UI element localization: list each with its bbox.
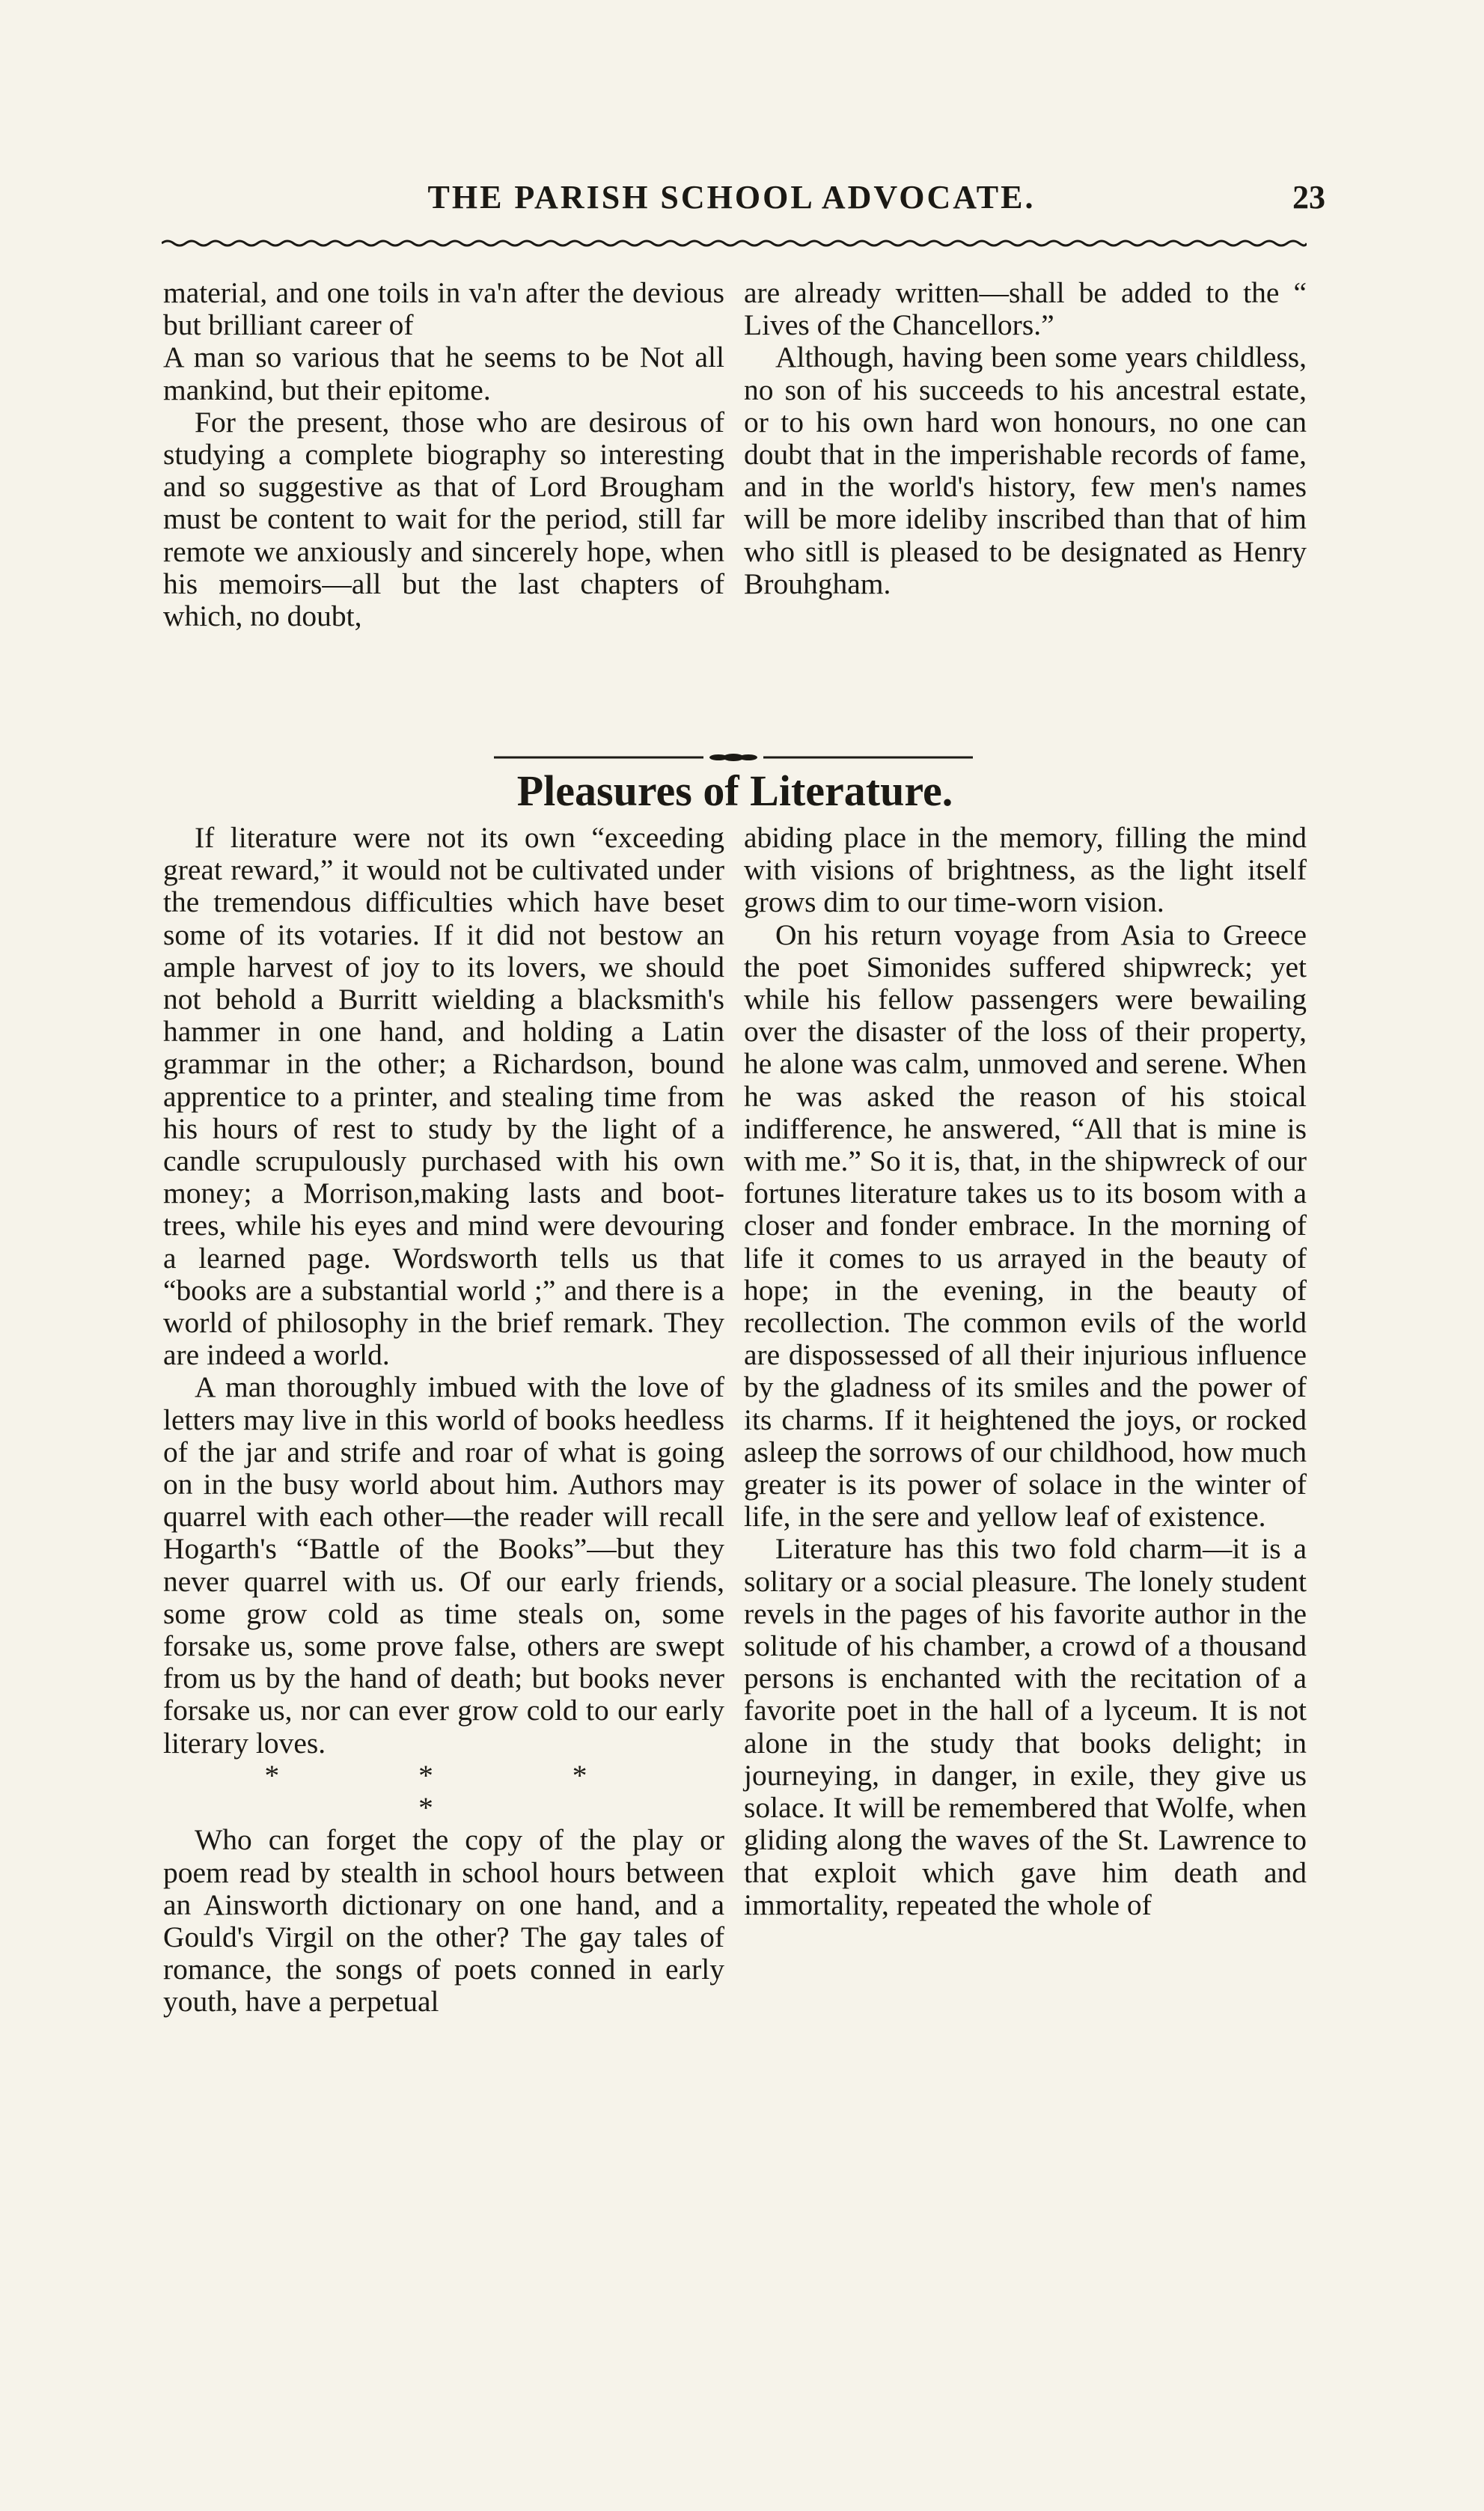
- section-right-column: [744, 822, 1307, 1921]
- paragraph: On his return voyage from Asia to Greece the poet Simonides suffered shipwreck; yet while his fellow passengers were bewailing over the disaster of the loss of their property, he alone was calm, unmoved and serene. When he was asked the reason of his stoical indifference, he answered, “All that is mine is with me.” So it is, that, in the shipwreck of our fortunes literature takes us to its bosom with a closer and fonder embrace. In the morning of life it comes to us arrayed in the beauty of hope; in the evening, in the beauty of recollection. The common evils of the world are dispossessed of all their injurious influence by the gladness of its smiles and the power of its charms. If it heightened the joys, or rocked asleep the sorrows of our childhood, how much greater is its power of solace in the winter of life, in the sere and yellow leaf of existence.: [744, 918, 1307, 1534]
- article-end-right-column: [744, 277, 1307, 600]
- paragraph: A man thoroughly imbued with the love of letters may live in this world of books heedless of the jar and strife and roar of what is going on in the busy world about him. Authors may quarrel with each other—the reader will recall Hogarth's “Battle of the Books”—but they never quarrel with us. Of our early friends, some grow cold as time steals on, some forsake us, some prove false, others are swept from us by the hand of death; but books never forsake us, nor can ever grow cold to our early literary loves.: [163, 1370, 724, 1760]
- section-title: Pleasures of Literature.: [516, 766, 953, 815]
- paragraph: material, and one toils in va'n after the devious but brilliant career of: [163, 276, 724, 342]
- paragraph: For the present, those who are desirous of studying a complete biography so interesting and so suggestive as that of Lord Brougham must be content to wait for the period, still far remote we anxiously and sincerely hope, when his memoirs—all but the last chapters of which, no doubt,: [163, 405, 724, 633]
- paragraph: Literature has this two fold charm—it is a solitary or a social pleasure. The lonely student revels in the pages of his favorite author in the solitude of his chamber, a crowd of a thousand persons is enchanted with the recitation of a favorite poet in the hall of a lyceum. It is not alone in the study that books delight; in journeying, in danger, in exile, they give us solace. It will be remembered that Wolfe, when gliding along the waves of the St. Lawrence to that exploit which gave him death and immortality, repeated the whole of: [744, 1532, 1307, 1921]
- paragraph: Although, having been some years childless, no son of his succeeds to his ancestral estate, or to his own hard won honours, no one can doubt that in the imperishable records of fame, and in the world's history, few men's names will be more ideliby inscribed than that of him who sitll is pleased to be designated as Henry Brouhgham.: [744, 341, 1307, 600]
- section-break-asterisks: * * * *: [264, 1758, 653, 1825]
- header-wavy-rule: [162, 238, 1307, 248]
- article-end-left-column: [163, 277, 724, 632]
- section-divider-rule: [494, 753, 973, 762]
- page-number: 23: [1292, 179, 1325, 216]
- paragraph: abiding place in the memory, filling the mind with visions of brightness, as the light itself grows dim to our time-worn vision.: [744, 821, 1307, 919]
- paragraph: If literature were not its own “exceeding great reward,” it would not be cultivated under the tremendous difficulties which have beset some of its votaries. If it did not bestow an ample harvest of joy to its lovers, we should not behold a Burritt wielding a blacksmith's hammer in one hand, and holding a Latin grammar in the other; a Richardson, bound apprentice to a printer, and stealing time from his hours of rest to study by the light of a candle scrupulously purchased with his own money; a Morrison,making lasts and boot-trees, while his eyes and mind were devouring a learned page. Wordsworth tells us that “books are a substantial world ;” and there is a world of philosophy in the brief remark. They are indeed a world.: [163, 821, 724, 1372]
- quoted-verse: A man so various that he seems to be Not all mankind, but their epitome.: [163, 341, 724, 406]
- paragraph: Who can forget the copy of the play or poem read by stealth in school hours between an Ainsworth dictionary on one hand, and a Gould's Virgil on the other? The gay tales of romance, the songs of poets conned in early youth, have a perpetual: [163, 1823, 724, 2019]
- section-left-column: [163, 822, 724, 2019]
- running-title: THE PARISH SCHOOL ADVOCATE.: [427, 179, 1036, 216]
- paragraph: are already written—shall be added to the “ Lives of the Chancellors.”: [744, 276, 1307, 342]
